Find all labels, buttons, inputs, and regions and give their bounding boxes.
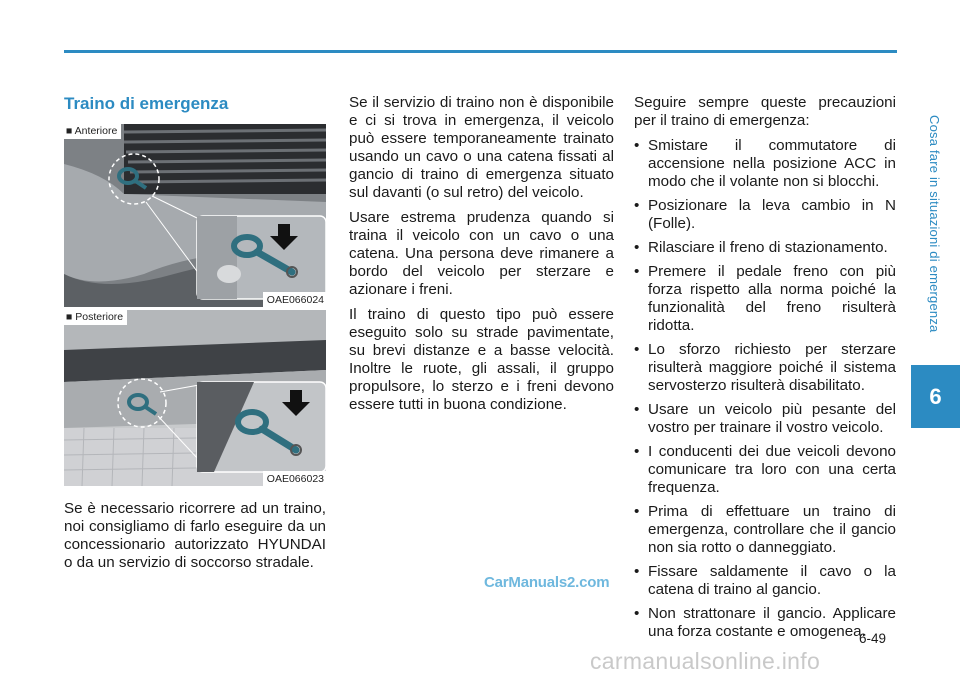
list-item: • Posizionare la leva cambio in N (Folle). [634,197,896,232]
bullet-icon: • [634,503,640,520]
paragraph: Se è necessario ricorrere ad un traino, noi consigliamo di farlo eseguire da un concessionario autorizzato HYUNDAI o da un servizio di soccorso stradale. [64,500,326,571]
figure-code: OAE066023 [263,471,326,486]
paragraph: Il traino di questo tipo può essere eseguito solo su strade pavimentate, su brevi distanze e a basse velocità. Inoltre le ruote, gli assali, il gruppo propulsore, lo sterzo e i freni devono essere tutti in buona condizione. [349,306,614,413]
list-item: • I conducenti dei due veicoli devono comunicare tra loro con una certa frequenza. [634,443,896,496]
list-item: • Prima di effettuare un traino di emergenza, controllare che il gancio non sia rotto o danneggiato. [634,503,896,556]
bullet-icon: • [634,605,640,622]
figure-code: OAE066024 [263,292,326,307]
list-item: • Lo sforzo richiesto per sterzare risulterà maggiore poiché il sistema servosterzo risulterà disabilitato. [634,341,896,394]
chapter-tab: 6 [911,365,960,428]
list-item: • Fissare saldamente il cavo o la catena di traino al gancio. [634,563,896,598]
list-item: • Smistare il commutatore di accensione nella posizione ACC in modo che il volante non si blocchi. [634,137,896,190]
list-item: • Premere il pedale freno con più forza rispetto alla norma poiché la funzionalità del freno risulterà ridotta. [634,263,896,334]
paragraph: Seguire sempre queste precauzioni per il traino di emergenza: [634,94,896,129]
bullet-icon: • [634,443,640,460]
column-1 [64,94,326,579]
precautions-list [634,137,896,641]
front-bumper-illustration [64,124,326,307]
figure-front [64,124,326,307]
bullet-icon: • [634,401,640,418]
watermark-footer: carmanualsonline.info [590,648,821,674]
list-item: • Usare un veicolo più pesante del vostro per trainare il vostro veicolo. [634,401,896,436]
grille-icon [124,124,326,194]
figure-label: ■ Posteriore [64,310,127,325]
watermark-link[interactable]: CarManuals2.com [484,574,610,591]
header-rule [64,50,897,53]
bullet-icon: • [634,197,640,214]
column-2 [349,94,614,421]
page-number: 6-49 [859,631,887,646]
bullet-icon: • [634,563,640,580]
list-item: • Rilasciare il freno di stazionamento. [634,239,888,256]
figure-rear [64,310,326,486]
figure-label: ■ Anteriore [64,124,121,139]
bullet-icon: • [634,341,640,358]
rear-bumper-illustration [64,310,326,486]
paragraph: Usare estrema prudenza quando si traina il veicolo con un cavo o una catena. Una persona deve rimanere a bordo del veicolo per sterzare e azionare i freni. [349,209,614,298]
chapter-title: Cosa fare in situazioni di emergenza [927,115,942,333]
paragraph: Se il servizio di traino non è disponibile e ci si trova in emergenza, il veicolo può essere temporaneamente trainato usando un cavo o una catena fissati al gancio di traino di emergenza situato sul davanti (o sul retro) del veicolo. [349,94,614,201]
column-3 [634,94,896,647]
list-item: • Non strattonare il gancio. Applicare una forza costante e omogenea. [634,605,896,640]
bullet-icon: • [634,137,640,154]
bullet-icon: • [634,263,640,280]
bullet-icon: • [634,239,640,256]
section-title: Traino di emergenza [64,94,229,113]
